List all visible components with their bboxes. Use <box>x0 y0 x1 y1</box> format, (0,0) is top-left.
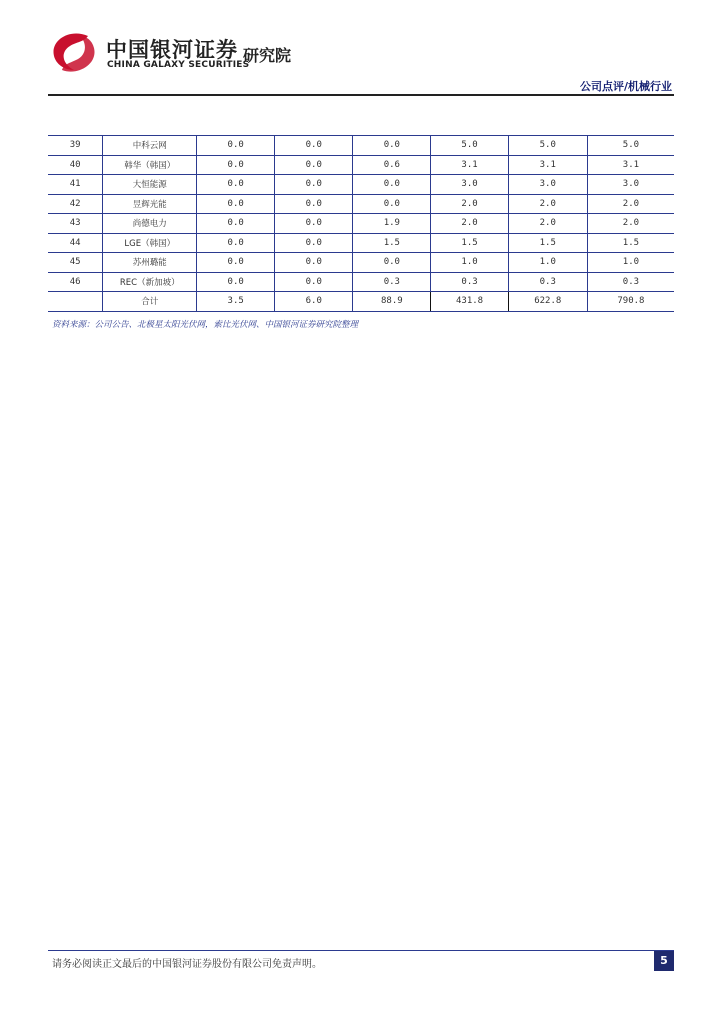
table-cell: 0.0 <box>197 155 275 175</box>
capacity-table <box>48 135 674 312</box>
table-cell: 0.6 <box>353 155 431 175</box>
table-cell: 1.9 <box>353 214 431 234</box>
table-cell: LGE（韩国） <box>103 233 197 253</box>
table-cell: 0.0 <box>275 214 353 234</box>
table-cell: 790.8 <box>587 292 674 312</box>
table-cell: 622.8 <box>508 292 587 312</box>
header-divider <box>48 94 674 96</box>
table-cell: 42 <box>48 194 103 214</box>
table-cell: 中科云网 <box>103 136 197 156</box>
table-cell: 大恒能源 <box>103 175 197 195</box>
table-cell: 0.0 <box>275 253 353 273</box>
galaxy-logo-icon <box>48 30 100 74</box>
table-cell: 3.0 <box>431 175 508 195</box>
table-cell: 尚德电力 <box>103 214 197 234</box>
table-cell: 0.0 <box>353 175 431 195</box>
table-cell: 5.0 <box>431 136 508 156</box>
table-row <box>48 214 674 234</box>
table-row <box>48 155 674 175</box>
page-number: 5 <box>654 951 674 971</box>
table-row <box>48 272 674 292</box>
table-cell: 苏州璐能 <box>103 253 197 273</box>
table-cell: 2.0 <box>508 194 587 214</box>
table-cell: 44 <box>48 233 103 253</box>
table-cell: 5.0 <box>508 136 587 156</box>
footer-divider <box>48 950 674 951</box>
table-cell: REC（新加坡） <box>103 272 197 292</box>
table-cell: 1.5 <box>353 233 431 253</box>
table-cell: 5.0 <box>587 136 674 156</box>
table-cell: 0.3 <box>431 272 508 292</box>
table-cell: 43 <box>48 214 103 234</box>
table-cell: 2.0 <box>587 214 674 234</box>
table-cell: 88.9 <box>353 292 431 312</box>
table-cell: 1.0 <box>508 253 587 273</box>
table-cell: 0.0 <box>275 136 353 156</box>
table-cell: 韩华（韩国） <box>103 155 197 175</box>
report-category: 公司点评/机械行业 <box>579 80 672 93</box>
table-cell: 45 <box>48 253 103 273</box>
table-cell: 1.0 <box>431 253 508 273</box>
table-cell: 3.1 <box>508 155 587 175</box>
table-cell: 0.0 <box>275 155 353 175</box>
table-row <box>48 233 674 253</box>
table-cell: 0.3 <box>353 272 431 292</box>
table-cell: 0.0 <box>353 194 431 214</box>
table-cell: 0.0 <box>197 272 275 292</box>
table-cell: 3.1 <box>431 155 508 175</box>
table-cell: 0.3 <box>587 272 674 292</box>
table-cell: 0.0 <box>197 253 275 273</box>
table-cell: 39 <box>48 136 103 156</box>
table-row <box>48 175 674 195</box>
table-row <box>48 292 674 312</box>
table-cell: 2.0 <box>587 194 674 214</box>
table-cell: 1.5 <box>431 233 508 253</box>
table-cell: 0.0 <box>197 233 275 253</box>
table-cell <box>48 292 103 312</box>
table-cell: 3.0 <box>587 175 674 195</box>
table-cell: 0.0 <box>353 136 431 156</box>
table-cell: 1.0 <box>587 253 674 273</box>
brand-name-cn: 中国银河证券 <box>106 38 238 62</box>
table-cell: 41 <box>48 175 103 195</box>
table-cell: 1.5 <box>587 233 674 253</box>
table-cell: 0.0 <box>275 194 353 214</box>
table-cell: 0.0 <box>275 175 353 195</box>
table-cell: 0.0 <box>197 214 275 234</box>
table-cell: 昱辉光能 <box>103 194 197 214</box>
brand-institute: 研究院 <box>243 46 292 65</box>
table-row <box>48 136 674 156</box>
table-cell: 3.5 <box>197 292 275 312</box>
brand-name-en: CHINA GALAXY SECURITIES <box>107 60 250 70</box>
table-cell: 3.1 <box>587 155 674 175</box>
table-cell: 6.0 <box>275 292 353 312</box>
table-cell: 0.0 <box>197 175 275 195</box>
table-cell: 合计 <box>103 292 197 312</box>
table-cell: 0.0 <box>275 272 353 292</box>
table-cell: 2.0 <box>431 194 508 214</box>
source-note: 资料来源：公司公告、北极星太阳光伏网，索比光伏网、中国银河证券研究院整理 <box>52 320 359 330</box>
table-cell: 2.0 <box>431 214 508 234</box>
table-cell: 2.0 <box>508 214 587 234</box>
table-row <box>48 253 674 273</box>
table-cell: 0.0 <box>197 136 275 156</box>
disclaimer-text: 请务必阅读正文最后的中国银河证券股份有限公司免责声明。 <box>52 959 322 970</box>
table-cell: 1.5 <box>508 233 587 253</box>
table-cell: 0.0 <box>275 233 353 253</box>
table-cell: 431.8 <box>431 292 508 312</box>
table-row <box>48 194 674 214</box>
table-cell: 0.0 <box>353 253 431 273</box>
table-cell: 46 <box>48 272 103 292</box>
table-cell: 0.3 <box>508 272 587 292</box>
table-cell: 40 <box>48 155 103 175</box>
table-cell: 0.0 <box>197 194 275 214</box>
table-cell: 3.0 <box>508 175 587 195</box>
